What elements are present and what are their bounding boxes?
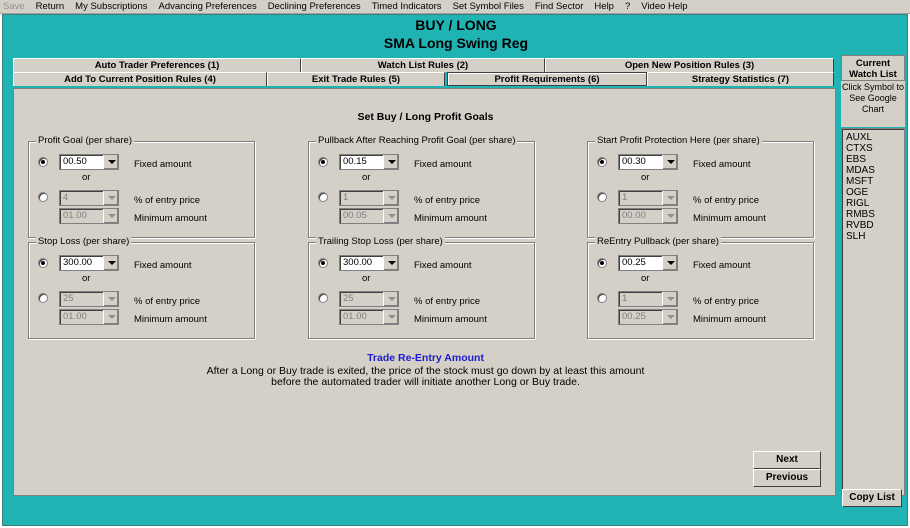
fixed-amount-radio[interactable] [318,157,328,167]
fixed-amount-label: Fixed amount [693,260,751,271]
list-item[interactable]: EBS [846,154,867,165]
chevron-down-icon[interactable] [103,155,118,169]
group-label: Trailing Stop Loss (per share) [318,236,443,247]
group-label: Profit Goal (per share) [38,135,132,146]
menu-return[interactable]: Return [35,1,65,12]
reentry-title: Trade Re-Entry Amount [367,352,484,364]
list-item[interactable]: MSFT [846,176,874,187]
minimum-label: Minimum amount [134,213,207,224]
list-item[interactable]: OGE [846,187,869,198]
tab-exit-trade-rules[interactable]: Exit Trade Rules (5) [267,72,445,86]
percent-radio[interactable] [597,293,607,303]
protection-fixed-combo[interactable]: 00.30 [618,154,678,170]
chevron-down-icon [103,310,118,324]
stop-loss-group [28,236,255,339]
chevron-down-icon [383,209,398,223]
chevron-down-icon[interactable] [662,256,677,270]
reentry-fixed-combo[interactable]: 00.25 [618,255,678,271]
protection-minimum-combo: 00.00 [618,208,678,224]
percent-label: % of entry price [134,195,200,206]
tab-profit-requirements[interactable]: Profit Requirements (6) [447,72,647,86]
list-item[interactable]: MDAS [846,165,875,176]
menu-timed-indicators[interactable]: Timed Indicators [371,1,442,12]
copy-list-button[interactable]: Copy List [842,489,902,507]
fixed-amount-radio[interactable] [38,157,48,167]
list-item[interactable]: AUXL [846,132,873,143]
menu-bar [0,0,910,14]
fixed-amount-radio[interactable] [318,258,328,268]
or-label: or [82,172,91,183]
percent-radio[interactable] [38,293,48,303]
profit-goal-percent-combo: 4 [59,190,119,206]
watch-list-note: Click Symbol to See Google Chart [841,81,905,127]
fixed-amount-label: Fixed amount [414,260,472,271]
fixed-amount-label: Fixed amount [414,159,472,170]
minimum-label: Minimum amount [414,213,487,224]
fixed-amount-radio[interactable] [38,258,48,268]
trailing-stop-group [308,236,535,339]
fixed-amount-label: Fixed amount [134,260,192,271]
percent-radio[interactable] [318,192,328,202]
tab-strategy-statistics[interactable]: Strategy Statistics (7) [647,72,834,86]
page-title: BUY / LONG [415,17,497,33]
fixed-amount-radio[interactable] [597,258,607,268]
or-label: or [82,273,91,284]
section-title: Set Buy / Long Profit Goals [357,111,494,123]
percent-radio[interactable] [38,192,48,202]
pullback-percent-combo: 1 [339,190,399,206]
group-label: Start Profit Protection Here (per share) [597,135,760,146]
list-item[interactable]: CTXS [846,143,873,154]
chevron-down-icon [662,292,677,306]
chevron-down-icon[interactable] [103,256,118,270]
fixed-amount-radio[interactable] [597,157,607,167]
group-label: Stop Loss (per share) [38,236,130,247]
stop-loss-minimum-combo: 01.00 [59,309,119,325]
menu-my-subscriptions[interactable]: My Subscriptions [75,1,148,12]
reentry-minimum-combo: 00.25 [618,309,678,325]
strategy-name: SMA Long Swing Reg [383,35,529,51]
list-item[interactable]: SLH [846,231,866,242]
profit-requirements-panel [13,88,836,496]
stop-loss-fixed-combo[interactable]: 300.00 [59,255,119,271]
or-label: or [641,172,650,183]
previous-button[interactable]: Previous [753,469,821,487]
group-label: Pullback After Reaching Profit Goal (per share) [318,135,516,146]
tab-strip [13,58,836,88]
main-window [2,14,908,526]
percent-label: % of entry price [693,195,759,206]
list-item[interactable]: RVBD [846,220,874,231]
chevron-down-icon [383,292,398,306]
chevron-down-icon [103,292,118,306]
chevron-down-icon [662,209,677,223]
watch-list [841,128,905,496]
chevron-down-icon [103,209,118,223]
menu-help[interactable]: Help [594,1,614,12]
tab-watch-list-rules[interactable]: Watch List Rules (2) [301,58,545,72]
percent-label: % of entry price [134,296,200,307]
reentry-description-line2: before the automated trader will initiate another Long or Buy trade. [271,376,580,388]
reentry-pullback-group [587,236,814,339]
percent-radio[interactable] [597,192,607,202]
fixed-amount-label: Fixed amount [134,159,192,170]
percent-label: % of entry price [693,296,759,307]
fixed-amount-label: Fixed amount [693,159,751,170]
profit-goal-fixed-combo[interactable]: 00.50 [59,154,119,170]
profit-goal-group [28,135,255,238]
chevron-down-icon [662,191,677,205]
window-header [3,16,909,52]
chevron-down-icon[interactable] [662,155,677,169]
or-label: or [362,273,371,284]
tab-auto-trader-preferences[interactable]: Auto Trader Preferences (1) [13,58,301,72]
group-label: ReEntry Pullback (per share) [597,236,719,247]
minimum-label: Minimum amount [414,314,487,325]
chevron-down-icon [383,191,398,205]
chevron-down-icon[interactable] [383,155,398,169]
stop-loss-percent-combo: 25 [59,291,119,307]
menu-save: Save [3,1,25,12]
or-label: or [641,273,650,284]
menu-advancing-preferences[interactable]: Advancing Preferences [158,1,257,12]
percent-radio[interactable] [318,293,328,303]
list-item[interactable]: RIGL [846,198,870,209]
pullback-group [308,135,535,238]
trailing-fixed-combo[interactable]: 300.00 [339,255,399,271]
percent-label: % of entry price [414,296,480,307]
profit-protection-group [587,135,814,238]
menu-video-help[interactable]: Video Help [641,1,688,12]
percent-label: % of entry price [414,195,480,206]
chevron-down-icon [383,310,398,324]
tab-open-new-position-rules[interactable]: Open New Position Rules (3) [545,58,834,72]
minimum-label: Minimum amount [134,314,207,325]
or-label: or [362,172,371,183]
trailing-percent-combo: 25 [339,291,399,307]
chevron-down-icon[interactable] [383,256,398,270]
next-button[interactable]: Next [753,451,821,469]
reentry-percent-combo: 1 [618,291,678,307]
reentry-description-line1: After a Long or Buy trade is exited, the price of the stock must go down by at least this amount [206,365,645,377]
menu-about[interactable]: ? [624,1,631,12]
chevron-down-icon [662,310,677,324]
reentry-info [14,352,837,388]
menu-find-sector[interactable]: Find Sector [534,1,584,12]
pullback-minimum-combo: 00.05 [339,208,399,224]
watch-list-header: Current Watch List [841,55,905,81]
profit-goal-minimum-combo: 01.00 [59,208,119,224]
minimum-label: Minimum amount [693,213,766,224]
menu-set-symbol-files[interactable]: Set Symbol Files [452,1,524,12]
menu-declining-preferences[interactable]: Declining Preferences [267,1,361,12]
tab-add-to-position-rules[interactable]: Add To Current Position Rules (4) [13,72,267,86]
trailing-minimum-combo: 01.00 [339,309,399,325]
protection-percent-combo: 1 [618,190,678,206]
pullback-fixed-combo[interactable]: 00.15 [339,154,399,170]
chevron-down-icon [103,191,118,205]
minimum-label: Minimum amount [693,314,766,325]
list-item[interactable]: RMBS [846,209,875,220]
